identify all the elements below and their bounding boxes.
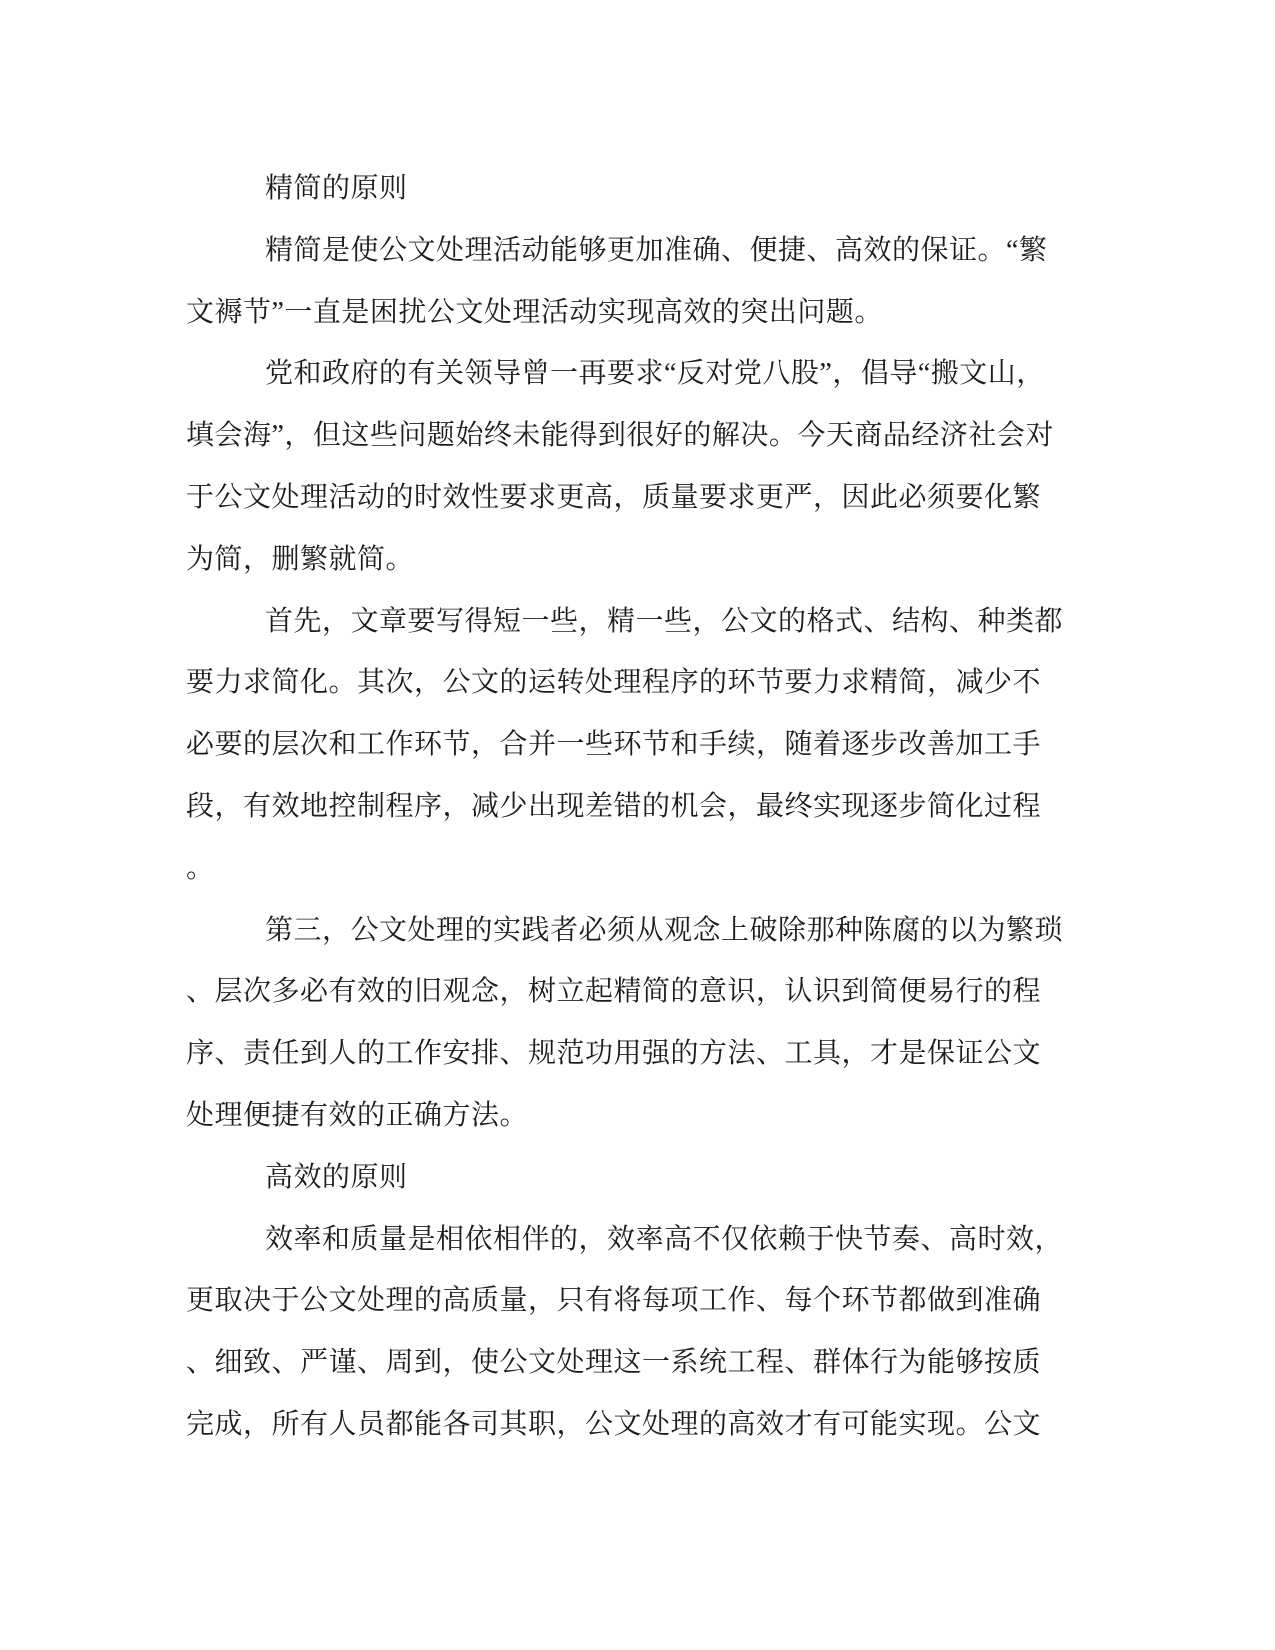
text-line: 精简是使公文处理活动能够更加准确、便捷、高效的保证。“繁 <box>265 234 1048 266</box>
text-line: 。 <box>186 852 215 884</box>
text-line: 完成，所有人员都能各司其职，公文处理的高效才有可能实现。公文 <box>186 1408 1042 1440</box>
document-lines <box>186 158 1076 1456</box>
text-line: 必要的层次和工作环节，合并一些环节和手续，随着逐步改善加工手 <box>186 729 1042 761</box>
text-line: 序、责任到人的工作安排、规范功用强的方法、工具，才是保证公文 <box>186 1038 1042 1070</box>
text-line: 党和政府的有关领导曾一再要求“反对党八股”，倡导“搬文山， <box>265 358 1045 390</box>
text-line: 、细致、严谨、周到，使公文处理这一系统工程、群体行为能够按质 <box>186 1347 1042 1379</box>
text-line: 于公文处理活动的时效性要求更高，质量要求更严，因此必须要化繁 <box>186 481 1042 513</box>
text-line: 精简的原则 <box>265 173 408 204</box>
text-line: 高效的原则 <box>265 1161 408 1193</box>
text-line: 要力求简化。其次，公文的运转处理程序的环节要力求精简，减少不 <box>186 667 1042 699</box>
text-line: 段，有效地控制程序，减少出现差错的机会，最终实现逐步简化过程 <box>186 790 1042 822</box>
text-line: 第三，公文处理的实践者必须从观念上破除那种陈腐的以为繁琐 <box>265 914 1064 946</box>
text-line: 更取决于公文处理的高质量，只有将每项工作、每个环节都做到准确 <box>186 1285 1042 1317</box>
text-line: 文褥节”一直是困扰公文处理活动实现高效的突出问题。 <box>186 296 883 328</box>
text-line: 首先，文章要写得短一些，精一些，公文的格式、结构、种类都 <box>265 605 1064 637</box>
text-line: 、层次多必有效的旧观念，树立起精简的意识，认识到简便易行的程 <box>186 976 1042 1008</box>
text-line: 为简，删繁就简。 <box>186 543 415 575</box>
text-line: 填会海”，但这些问题始终未能得到很好的解决。今天商品经济社会对 <box>186 420 1054 452</box>
text-line: 处理便捷有效的正确方法。 <box>186 1099 529 1131</box>
text-line: 效率和质量是相依相伴的，效率高不仅依赖于快节奏、高时效， <box>265 1223 1064 1255</box>
